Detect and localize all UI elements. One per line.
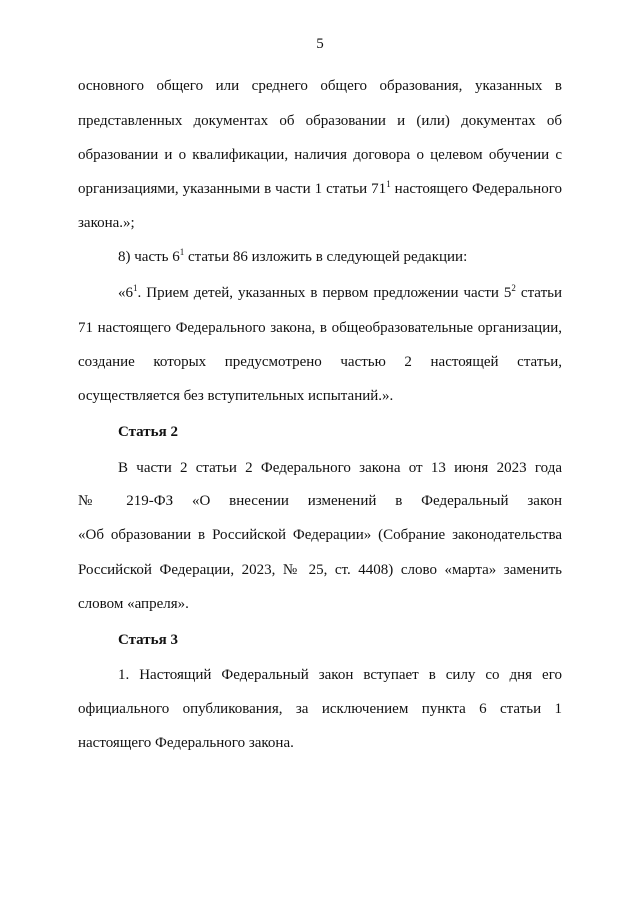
paragraph-line: осуществляется без вступительных испытаний.». <box>78 388 394 404</box>
paragraph-line: В части 2 статьи 2 Федерального закона от 13 июня 2023 года <box>118 460 562 476</box>
paragraph-line: создание которых предусмотрено частью 2 настоящей статьи, <box>78 354 562 370</box>
list-item-8: 8) часть $6^1$ статьи 86 изложить в следующей редакции: <box>118 247 468 265</box>
paragraph-line: представленных документах об образовании и (или) документах об <box>78 113 562 129</box>
paragraph-line: «Об образовании в Российской Федерации» (Собрание законодательства <box>78 527 562 543</box>
superscript: 1 <box>179 247 185 257</box>
article-2-heading: Статья 2 <box>118 424 178 440</box>
paragraph-line: образовании и о квалификации, наличия договора о целевом обучении с <box>78 147 562 163</box>
paragraph-line: официального опубликования, за исключением пункта 6 статьи 1 <box>78 701 562 717</box>
paragraph-line: № 219-ФЗ «О внесении изменений в Федеральный закон <box>78 493 562 509</box>
superscript: 2 <box>511 283 516 293</box>
page-number: 5 <box>316 36 324 52</box>
paragraph-line: настоящего Федерального закона. <box>78 735 294 751</box>
paragraph-line: организациями, указанными в части 1 статьи $71^1$ настоящего Федерального <box>78 179 562 197</box>
paragraph-line: 1. Настоящий Федеральный закон вступает в силу со дня его <box>118 667 562 683</box>
article-3-heading: Статья 3 <box>118 632 178 648</box>
superscript: 1 <box>133 283 138 293</box>
superscript: 1 <box>386 179 391 189</box>
paragraph-line: словом «апреля». <box>78 596 189 612</box>
paragraph-line: Российской Федерации, 2023, № 25, ст. 4408) слово «марта» заменить <box>78 562 562 578</box>
paragraph-line: 71 настоящего Федерального закона, в общеобразовательные организации, <box>78 320 562 336</box>
paragraph-line: закона.»; <box>78 215 135 231</box>
paragraph-line: основного общего или среднего общего образования, указанных в <box>78 78 562 94</box>
paragraph-line: «$6^1$. Прием детей, указанных в первом предложении части $5^2$ статьи <box>118 283 562 301</box>
